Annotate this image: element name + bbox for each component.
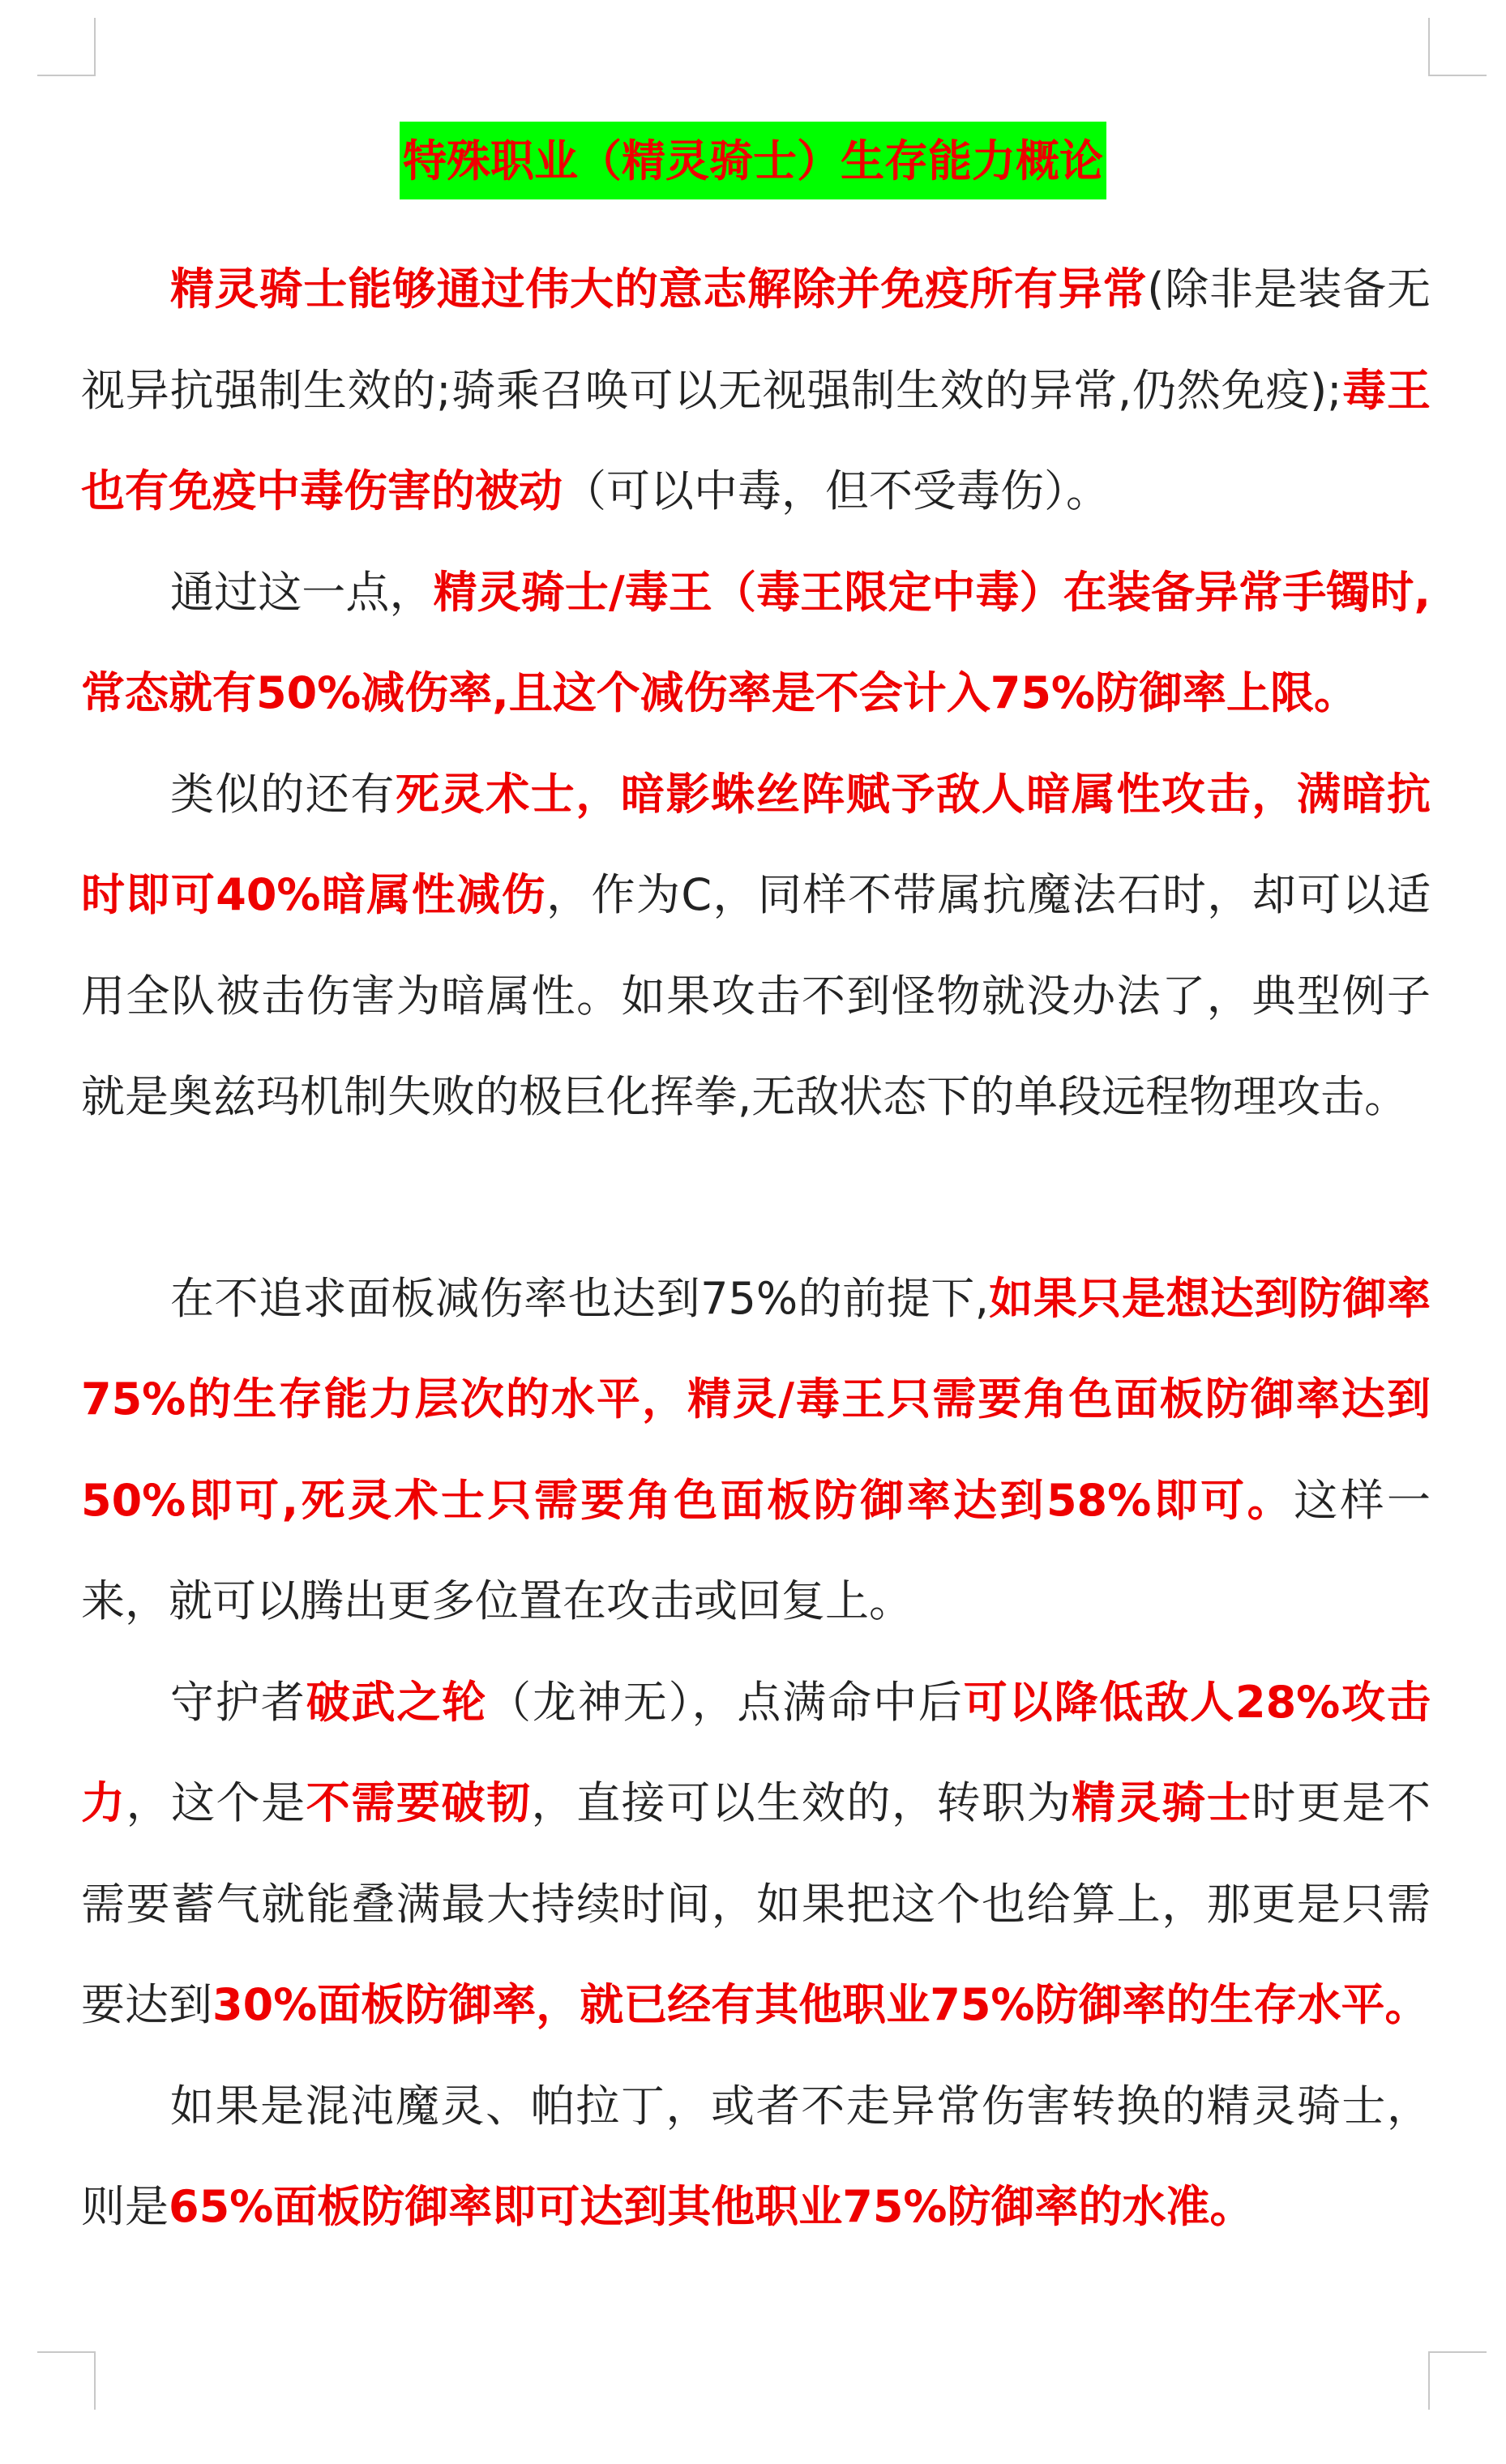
emphasis-text: 精灵骑士 (1072, 1777, 1252, 1828)
paragraph-guardian-wheel (81, 1652, 1431, 2056)
emphasis-text: 破武之轮 (306, 1676, 488, 1728)
paragraph-spacer (81, 1148, 1431, 1249)
body-text: （可以中毒，但不受毒伤）。 (563, 465, 1110, 516)
crop-mark-top-left (37, 18, 96, 76)
body-text: (除非是装备无视异抗强制生效的;骑乘召唤可以无视强制生效的异常,仍然免疫); (81, 264, 1431, 416)
document-title: 特殊职业（精灵骑士）生存能力概论 (400, 122, 1106, 199)
paragraph-immunity (81, 239, 1431, 542)
emphasis-text: 65%面板防御率即可达到其他职业75%防御率的水准。 (169, 2181, 1254, 2232)
body-text: 类似的还有 (170, 768, 396, 820)
crop-mark-bottom-right (1428, 2351, 1487, 2410)
paragraph-necromancer (81, 744, 1431, 1148)
emphasis-text: 精灵骑士能够通过伟大的意志解除并免疫所有异常 (170, 264, 1148, 315)
body-text: ，这个是 (126, 1777, 306, 1828)
body-text: ，作为C，同样不带属抗魔法石时，却可以适用全队被击伤害为暗属性。如果攻击不到怪物就没办法了，典型例子就是奥兹玛机制失败的极巨化挥拳,无敌状态下的单段远程物理攻击。 (81, 869, 1431, 1122)
emphasis-text: 可以降低敌人28%攻击力 (81, 1676, 1431, 1828)
body-text: 时更是不需要蓄气就能叠满最大持续时间，如果把这个也给算上，那更是只需要达到 (81, 1777, 1431, 2030)
crop-mark-top-right (1428, 18, 1487, 76)
body-text: 通过这一点， (170, 566, 434, 618)
emphasis-text: 如果只是想达到防御率75%的生存能力层次的水平，精灵/毒王只需要角色面板防御率达到50%即可,死灵术士只需要角色面板防御率达到58%即可。 (81, 1272, 1431, 1526)
emphasis-text: 30%面板防御率，就已经有其他职业75%防御率的生存水平。 (212, 1979, 1429, 2030)
body-text: 在不追求面板减伤率也达到75%的前提下, (170, 1272, 989, 1324)
paragraph-other-classes (81, 2056, 1431, 2258)
body-text: 如果是混沌魔灵、帕拉丁，或者不走异常伤害转换的精灵骑士，则是 (81, 2080, 1431, 2232)
emphasis-text: 不需要破韧 (306, 1777, 532, 1828)
paragraph-damage-reduction (81, 542, 1431, 744)
body-text: 守护者 (170, 1676, 306, 1728)
document-body (81, 239, 1431, 2258)
body-text: 这样一来，就可以腾出更多位置在攻击或回复上。 (81, 1474, 1431, 1626)
body-text: ，直接可以生效的，转职为 (531, 1777, 1072, 1828)
title-row (0, 122, 1506, 199)
body-text: （龙神无），点满命中后 (487, 1676, 964, 1728)
emphasis-text: 精灵骑士/毒王（毒王限定中毒）在装备异常手镯时,常态就有50%减伤率,且这个减伤率是不会计入75%防御率上限。 (81, 566, 1431, 718)
paragraph-defense-threshold (81, 1249, 1431, 1652)
emphasis-text: 毒王也有免疫中毒伤害的被动 (81, 364, 1431, 516)
crop-mark-bottom-left (37, 2351, 96, 2410)
emphasis-text: 死灵术士，暗影蛛丝阵赋予敌人暗属性攻击，满暗抗时即可40%暗属性减伤 (81, 768, 1431, 920)
